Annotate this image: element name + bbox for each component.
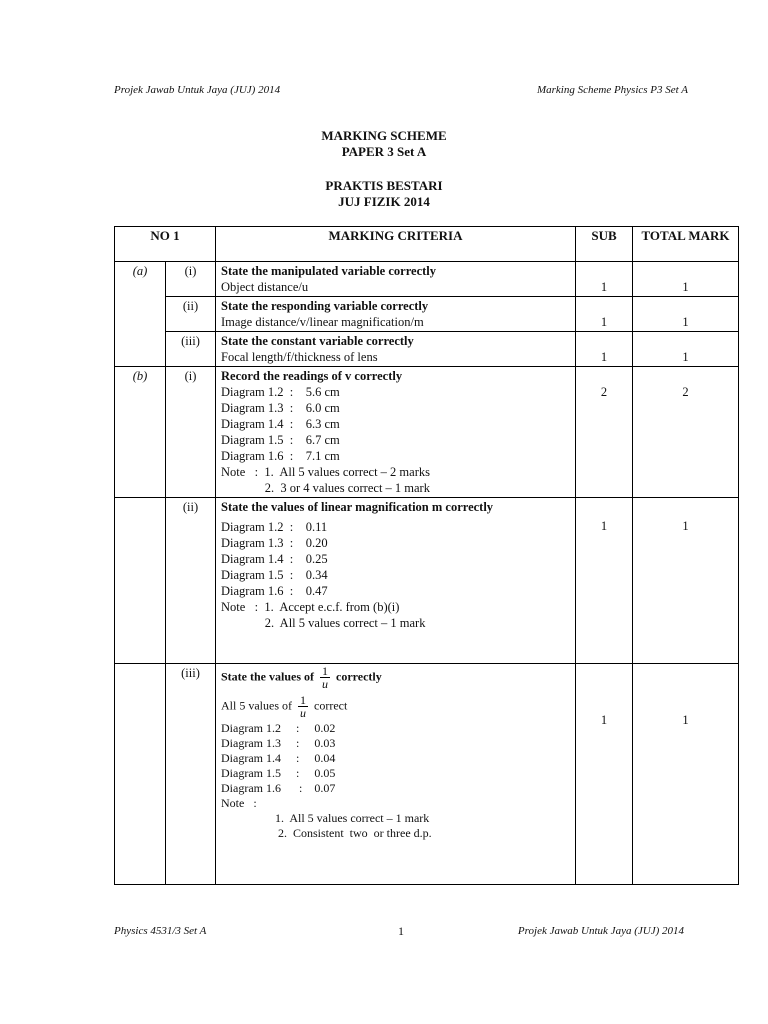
sub-mark: 1 [576,664,633,885]
total-mark: 1 [633,262,739,297]
title-juj: JUJ FIZIK 2014 [338,194,430,209]
criteria-heading: State the responding variable correctly [221,299,429,313]
marking-scheme-table [114,226,739,885]
criteria-note: Note : 1. All 5 values correct – 2 marks [221,465,430,479]
criteria-line: Diagram 1.5 : 0.05 [221,766,336,780]
criteria-line: Diagram 1.6 : 0.47 [221,584,328,598]
reciprocal-u-fraction [320,665,330,690]
criteria-line: Diagram 1.3 : 6.0 cm [221,401,340,415]
fraction-numerator: 1 [300,693,306,707]
row-number: (iii) [166,664,216,885]
part-label-b: (b) [115,367,166,498]
sub-mark: 2 [576,367,633,498]
criteria-text: Focal length/f/thickness of lens [221,350,378,364]
criteria-text: Object distance/u [221,280,309,294]
row-number: (ii) [166,498,216,664]
title-paper: PAPER 3 Set A [341,144,427,159]
table-row [115,367,739,498]
criteria-line: Diagram 1.2 : 5.6 cm [221,385,340,399]
criteria-cell [216,332,576,367]
total-mark: 2 [633,367,739,498]
criteria-line: Diagram 1.5 : 6.7 cm [221,433,340,447]
criteria-note: 2. All 5 values correct – 1 mark [221,616,426,630]
criteria-line: Diagram 1.3 : 0.20 [221,536,328,550]
table-header-row [115,227,739,262]
criteria-heading: State the manipulated variable correctly [221,264,437,278]
criteria-note: 2. Consistent two or three d.p. [221,826,432,840]
title-praktis: PRAKTIS BESTARI [325,178,443,193]
criteria-line: Diagram 1.4 : 0.25 [221,552,328,566]
row-number: (i) [166,262,216,297]
criteria-line: Diagram 1.4 : 0.04 [221,751,336,765]
col-header-no: NO 1 [115,227,216,262]
table-row [115,664,739,885]
criteria-heading: State the values of linear magnification m correctly [221,500,494,514]
title-marking-scheme: MARKING SCHEME [321,128,447,143]
header-right: Marking Scheme Physics P3 Set A [536,84,688,96]
criteria-line: Diagram 1.2 : 0.11 [221,520,328,534]
total-mark: 1 [633,498,739,664]
table-row [115,262,739,297]
header-left: Projek Jawab Untuk Jaya (JUJ) 2014 [114,84,281,96]
total-mark: 1 [633,297,739,332]
footer-right: Projek Jawab Untuk Jaya (JUJ) 2014 [517,925,684,937]
col-header-criteria: MARKING CRITERIA [216,227,576,262]
criteria-cell [216,498,576,664]
footer-left: Physics 4531/3 Set A [114,925,207,937]
criteria-note: Note : [221,796,257,810]
criteria-cell [216,664,576,885]
criteria-heading: State the constant variable correctly [221,334,414,348]
col-header-total: TOTAL MARK [633,227,739,262]
criteria-line: Diagram 1.6 : 7.1 cm [221,449,340,463]
criteria-heading: Record the readings of v correctly [221,369,403,383]
criteria-line: Diagram 1.3 : 0.03 [221,736,336,750]
fraction-numerator: 1 [322,664,328,678]
criteria-line: Diagram 1.5 : 0.34 [221,568,328,582]
heading-text: correctly [336,669,382,684]
heading-text: State the values of [221,669,314,684]
sub-mark: 1 [576,332,633,367]
criteria-line: Diagram 1.4 : 6.3 cm [221,417,340,431]
criteria-cell [216,367,576,498]
col-header-sub: SUB [576,227,633,262]
sub-mark: 1 [576,498,633,664]
fraction-denominator: u [300,706,306,720]
sub-mark: 1 [576,262,633,297]
total-mark: 1 [633,664,739,885]
document-titles [0,128,768,210]
empty-cell [115,498,166,664]
part-label-a: (a) [115,262,166,367]
criteria-cell [216,262,576,297]
row-number: (iii) [166,332,216,367]
page-number: 1 [398,924,404,938]
reciprocal-u-fraction [298,694,308,719]
table-row [115,297,739,332]
sub-mark: 1 [576,297,633,332]
criteria-text: All 5 values of [221,698,292,713]
table-row [115,332,739,367]
total-mark: 1 [633,332,739,367]
row-number: (ii) [166,297,216,332]
criteria-line: Diagram 1.6 : 0.07 [221,781,336,795]
criteria-note: 1. All 5 values correct – 1 mark [221,811,430,825]
empty-cell [115,664,166,885]
criteria-line: Diagram 1.2 : 0.02 [221,721,336,735]
table-row [115,498,739,664]
criteria-text: correct [314,698,348,713]
criteria-cell [216,297,576,332]
criteria-heading [221,665,570,690]
criteria-note: 2. 3 or 4 values correct – 1 mark [221,481,430,495]
criteria-text: Image distance/v/linear magnification/m [221,315,424,329]
all-values-line [221,694,570,719]
row-number: (i) [166,367,216,498]
criteria-note: Note : 1. Accept e.c.f. from (b)(i) [221,600,400,614]
fraction-denominator: u [322,677,328,691]
